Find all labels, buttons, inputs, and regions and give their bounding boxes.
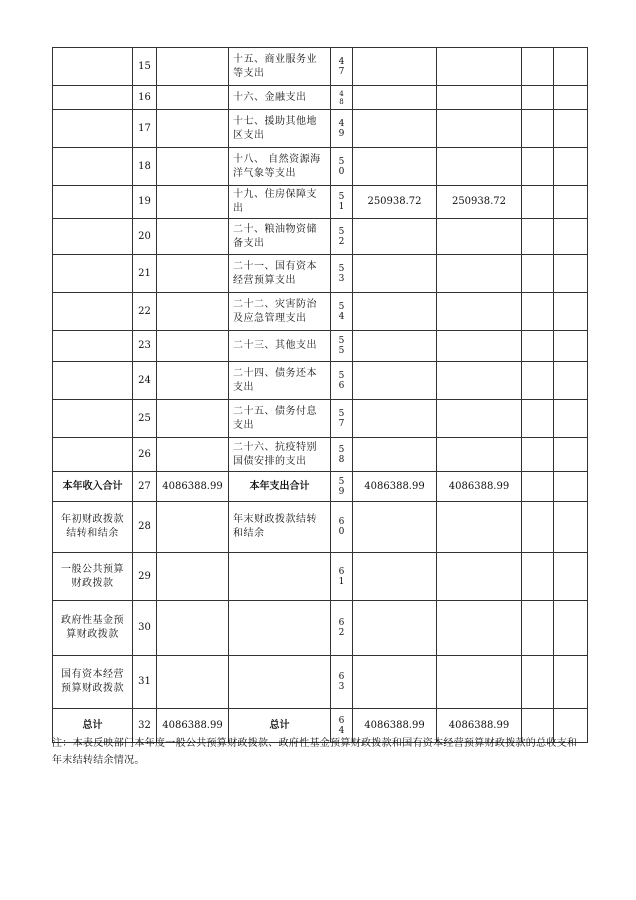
table-row: [53, 362, 588, 400]
income-value: [157, 362, 229, 400]
empty-cell: [554, 502, 588, 553]
income-value: [157, 656, 229, 709]
table-row: [53, 331, 588, 362]
empty-cell: [522, 472, 554, 502]
table-row: [53, 255, 588, 293]
fiscal-table: [52, 47, 588, 743]
row-number: 22: [133, 293, 157, 331]
table-row: [53, 148, 588, 186]
general-budget-value: [437, 362, 522, 400]
empty-cell: [554, 186, 588, 219]
table-row: [53, 110, 588, 148]
empty-cell: [522, 601, 554, 656]
expense-row-number: 6 3: [331, 656, 353, 709]
expense-row-number: 5 2: [331, 219, 353, 255]
income-label: 总计: [53, 709, 133, 743]
expense-total-value: [353, 110, 437, 148]
expense-total-value: [353, 331, 437, 362]
general-budget-value: [437, 219, 522, 255]
empty-cell: [554, 293, 588, 331]
general-budget-value: 4086388.99: [437, 472, 522, 502]
expense-row-number: 5 4: [331, 293, 353, 331]
expense-total-value: [353, 255, 437, 293]
expense-row-number: 5 5: [331, 331, 353, 362]
expense-label: [229, 601, 331, 656]
income-label: 一般公共预算财政拨款: [53, 553, 133, 601]
empty-cell: [554, 219, 588, 255]
general-budget-value: [437, 601, 522, 656]
row-number: 26: [133, 438, 157, 472]
expense-label: 总计: [229, 709, 331, 743]
expense-row-number: 6 2: [331, 601, 353, 656]
expense-label: 二十六、抗疫特别国债安排的支出: [229, 438, 331, 472]
empty-cell: [522, 362, 554, 400]
expense-total-value: [353, 502, 437, 553]
general-budget-value: [437, 438, 522, 472]
expense-total-value: [353, 553, 437, 601]
row-number: 16: [133, 86, 157, 110]
table-row: [53, 219, 588, 255]
income-value: [157, 400, 229, 438]
table-footnote: 注：本表反映部门本年度一般公共预算财政拨款、政府性基金预算财政拨款和国有资本经营预算财政拨款的总收支和年末结转结余情况。: [52, 738, 578, 766]
expense-label: 十九、住房保障支出: [229, 186, 331, 219]
expense-label: 二十二、灾害防治及应急管理支出: [229, 293, 331, 331]
empty-cell: [554, 255, 588, 293]
income-value: [157, 110, 229, 148]
income-value: [157, 553, 229, 601]
table-row: [53, 186, 588, 219]
empty-cell: [554, 148, 588, 186]
row-number: 19: [133, 186, 157, 219]
income-label: [53, 255, 133, 293]
empty-cell: [522, 186, 554, 219]
expense-row-number: 5 1: [331, 186, 353, 219]
expense-label: 年末财政拨款结转和结余: [229, 502, 331, 553]
income-value: [157, 86, 229, 110]
expense-label: 十六、金融支出: [229, 86, 331, 110]
expense-total-value: 4086388.99: [353, 472, 437, 502]
empty-cell: [522, 293, 554, 331]
expense-label: 二十、粮油物资储备支出: [229, 219, 331, 255]
income-value: [157, 502, 229, 553]
income-label: [53, 110, 133, 148]
expense-label: 十七、援助其他地区支出: [229, 110, 331, 148]
general-budget-value: [437, 110, 522, 148]
table-row: [53, 86, 588, 110]
expense-total-value: [353, 656, 437, 709]
income-label: [53, 219, 133, 255]
table-row: [53, 438, 588, 472]
row-number: 28: [133, 502, 157, 553]
empty-cell: [554, 656, 588, 709]
expense-label: 二十三、其他支出: [229, 331, 331, 362]
general-budget-value: [437, 656, 522, 709]
income-value: [157, 255, 229, 293]
empty-cell: [522, 110, 554, 148]
income-value: [157, 219, 229, 255]
income-label: [53, 331, 133, 362]
row-number: 21: [133, 255, 157, 293]
empty-cell: [522, 502, 554, 553]
table-row: [53, 472, 588, 502]
expense-row-number: 6 1: [331, 553, 353, 601]
empty-cell: [554, 362, 588, 400]
general-budget-value: [437, 48, 522, 86]
table-row: [53, 48, 588, 86]
expense-total-value: [353, 293, 437, 331]
income-label: [53, 86, 133, 110]
expense-total-value: [353, 86, 437, 110]
empty-cell: [522, 438, 554, 472]
income-value: [157, 331, 229, 362]
row-number: 24: [133, 362, 157, 400]
empty-cell: [522, 255, 554, 293]
empty-cell: [554, 331, 588, 362]
expense-total-value: [353, 438, 437, 472]
table-row: [53, 601, 588, 656]
expense-label: 十五、商业服务业等支出: [229, 48, 331, 86]
empty-cell: [554, 601, 588, 656]
expense-label: 二十一、国有资本经营预算支出: [229, 255, 331, 293]
row-number: 29: [133, 553, 157, 601]
expense-row-number: 5 0: [331, 148, 353, 186]
empty-cell: [522, 86, 554, 110]
row-number: 20: [133, 219, 157, 255]
income-label: 政府性基金预算财政拨款: [53, 601, 133, 656]
empty-cell: [554, 553, 588, 601]
table-body: [53, 48, 588, 743]
expense-label: [229, 656, 331, 709]
empty-cell: [522, 219, 554, 255]
expense-total-value: [353, 601, 437, 656]
empty-cell: [522, 48, 554, 86]
income-value: 4086388.99: [157, 709, 229, 743]
general-budget-value: [437, 293, 522, 331]
row-number: 17: [133, 110, 157, 148]
expense-row-number: 5 6: [331, 362, 353, 400]
empty-cell: [522, 400, 554, 438]
empty-cell: [522, 656, 554, 709]
table-row: [53, 553, 588, 601]
row-number: 15: [133, 48, 157, 86]
income-value: 4086388.99: [157, 472, 229, 502]
expense-row-number: 6 0: [331, 502, 353, 553]
expense-label: 二十五、债务付息支出: [229, 400, 331, 438]
income-label: 年初财政拨款结转和结余: [53, 502, 133, 553]
general-budget-value: [437, 148, 522, 186]
income-label: [53, 362, 133, 400]
expense-total-value: [353, 400, 437, 438]
general-budget-value: 4086388.99: [437, 709, 522, 743]
empty-cell: [522, 331, 554, 362]
income-label: [53, 438, 133, 472]
empty-cell: [554, 472, 588, 502]
general-budget-value: [437, 400, 522, 438]
table-row: [53, 400, 588, 438]
expense-row-number: 4 8: [331, 86, 353, 110]
income-value: [157, 186, 229, 219]
row-number: 31: [133, 656, 157, 709]
expense-label: [229, 553, 331, 601]
empty-cell: [554, 86, 588, 110]
expense-total-value: [353, 219, 437, 255]
general-budget-value: [437, 331, 522, 362]
expense-total-value: [353, 48, 437, 86]
income-label: 本年收入合计: [53, 472, 133, 502]
expense-row-number: 5 7: [331, 400, 353, 438]
income-label: 国有资本经营预算财政拨款: [53, 656, 133, 709]
income-label: [53, 48, 133, 86]
table-row: [53, 293, 588, 331]
income-value: [157, 438, 229, 472]
table-row: [53, 656, 588, 709]
empty-cell: [554, 48, 588, 86]
expense-total-value: 4086388.99: [353, 709, 437, 743]
expense-label: 二十四、债务还本支出: [229, 362, 331, 400]
income-label: [53, 293, 133, 331]
empty-cell: [554, 400, 588, 438]
empty-cell: [522, 553, 554, 601]
general-budget-value: 250938.72: [437, 186, 522, 219]
expense-row-number: 5 9: [331, 472, 353, 502]
income-label: [53, 148, 133, 186]
row-number: 25: [133, 400, 157, 438]
row-number: 30: [133, 601, 157, 656]
empty-cell: [554, 438, 588, 472]
income-label: [53, 400, 133, 438]
income-value: [157, 601, 229, 656]
income-value: [157, 148, 229, 186]
row-number: 27: [133, 472, 157, 502]
expense-total-value: [353, 362, 437, 400]
expense-row-number: 5 8: [331, 438, 353, 472]
table-row: [53, 502, 588, 553]
income-value: [157, 293, 229, 331]
expense-row-number: 4 9: [331, 110, 353, 148]
general-budget-value: [437, 502, 522, 553]
row-number: 23: [133, 331, 157, 362]
expense-row-number: 6 4: [331, 709, 353, 743]
income-value: [157, 48, 229, 86]
row-number: 18: [133, 148, 157, 186]
expense-total-value: 250938.72: [353, 186, 437, 219]
general-budget-value: [437, 86, 522, 110]
empty-cell: [554, 110, 588, 148]
expense-total-value: [353, 148, 437, 186]
income-label: [53, 186, 133, 219]
expense-label: 十八、 自然资源海洋气象等支出: [229, 148, 331, 186]
expense-row-number: 4 7: [331, 48, 353, 86]
expense-row-number: 5 3: [331, 255, 353, 293]
general-budget-value: [437, 255, 522, 293]
general-budget-value: [437, 553, 522, 601]
expense-label: 本年支出合计: [229, 472, 331, 502]
empty-cell: [522, 148, 554, 186]
row-number: 32: [133, 709, 157, 743]
